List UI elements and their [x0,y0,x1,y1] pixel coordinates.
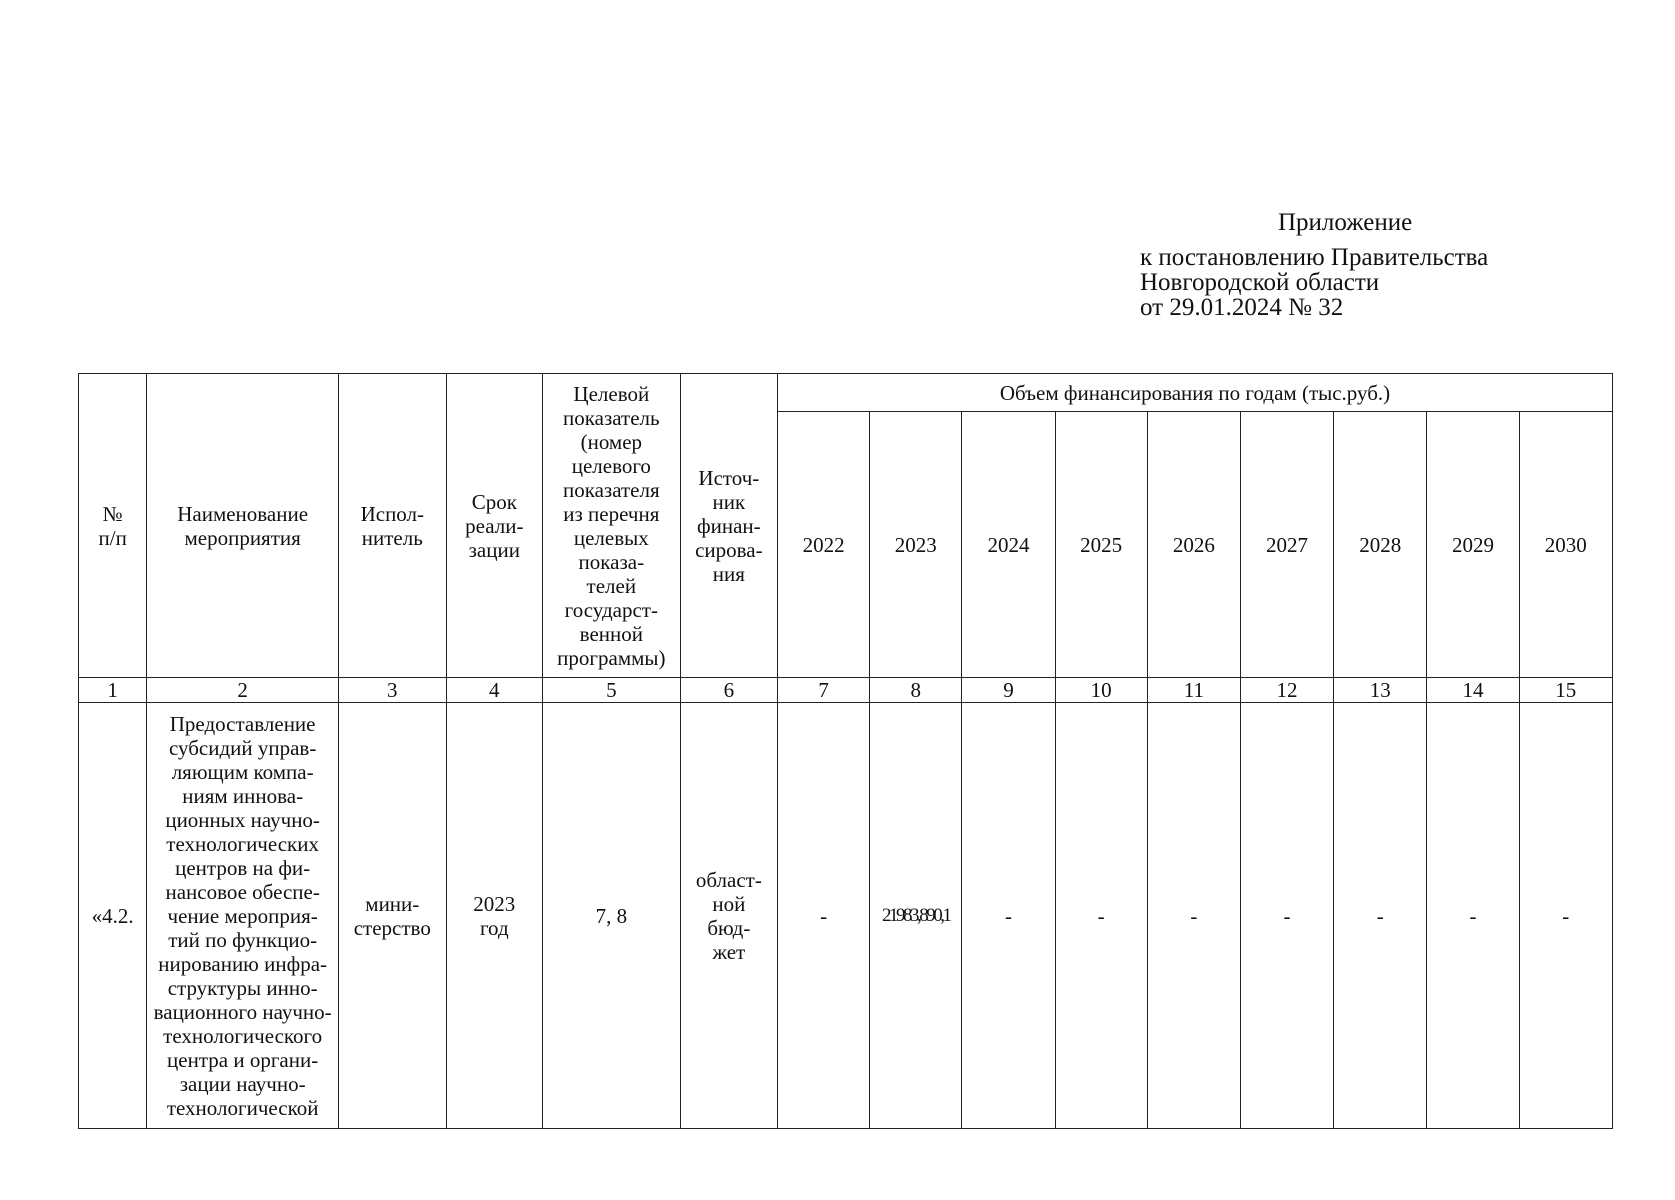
column-number: 7 [778,678,870,703]
row-term: 2023 год [446,703,542,1129]
header-num: № п/п [79,374,147,678]
header-executor: Испол- нитель [338,374,446,678]
column-number: 10 [1055,678,1147,703]
row-value: - [1240,703,1333,1129]
column-number: 1 [79,678,147,703]
header-year: 2025 [1055,412,1147,678]
column-number: 3 [338,678,446,703]
row-value: - [1427,703,1519,1129]
column-number: 4 [446,678,542,703]
row-value: - [1055,703,1147,1129]
row-source: област- ной бюд- жет [680,703,777,1129]
header-source: Источ- ник финан- сирова- ния [680,374,777,678]
column-number: 2 [147,678,339,703]
column-number: 9 [962,678,1055,703]
header-funding-group: Объем финансирования по годам (тыс.руб.) [778,374,1613,412]
column-number: 13 [1334,678,1427,703]
appendix-block [1140,210,1600,320]
appendix-title: Приложение [1278,209,1413,236]
header-target: Целевой показатель (номер целевого показателя из перечня целевых показа- телей государст- венной программы) [542,374,680,678]
column-number: 14 [1427,678,1519,703]
row-target: 7, 8 [542,703,680,1129]
column-number: 15 [1519,678,1612,703]
row-value: - [778,703,870,1129]
header-year: 2029 [1427,412,1519,678]
header-year: 2030 [1519,412,1612,678]
header-year: 2026 [1147,412,1240,678]
row-value: - [1334,703,1427,1129]
column-number: 6 [680,678,777,703]
appendix-line: Новгородской области [1140,269,1380,296]
row-value: - [962,703,1055,1129]
header-year: 2022 [778,412,870,678]
header-year: 2024 [962,412,1055,678]
column-number: 12 [1240,678,1333,703]
header-year: 2027 [1240,412,1333,678]
appendix-line: от 29.01.2024 № 32 [1140,294,1344,321]
column-number: 8 [870,678,962,703]
header-name: Наименование мероприятия [147,374,339,678]
header-term: Срок реали- зации [446,374,542,678]
table-row [79,703,1613,1129]
row-name: Предоставление субсидий управ- ляющим компа- ниям иннова- ционных научно- технологических центров на фи- нансовое обеспе- чение мероприя- тий по функцио- нированию инфра- структуры инно- вационного научно- технологического центра и органи- зации научно- технологической [147,703,339,1129]
row-value: - [1519,703,1612,1129]
header-year: 2028 [1334,412,1427,678]
row-value: 21983,890,1 [870,703,962,1129]
column-number: 5 [542,678,680,703]
column-number: 11 [1147,678,1240,703]
row-executor: мини- стерство [338,703,446,1129]
appendix-line: к постановлению Правительства [1140,244,1489,271]
funding-table [78,373,1613,1129]
row-num: «4.2. [79,703,147,1129]
row-value: - [1147,703,1240,1129]
header-year: 2023 [870,412,962,678]
